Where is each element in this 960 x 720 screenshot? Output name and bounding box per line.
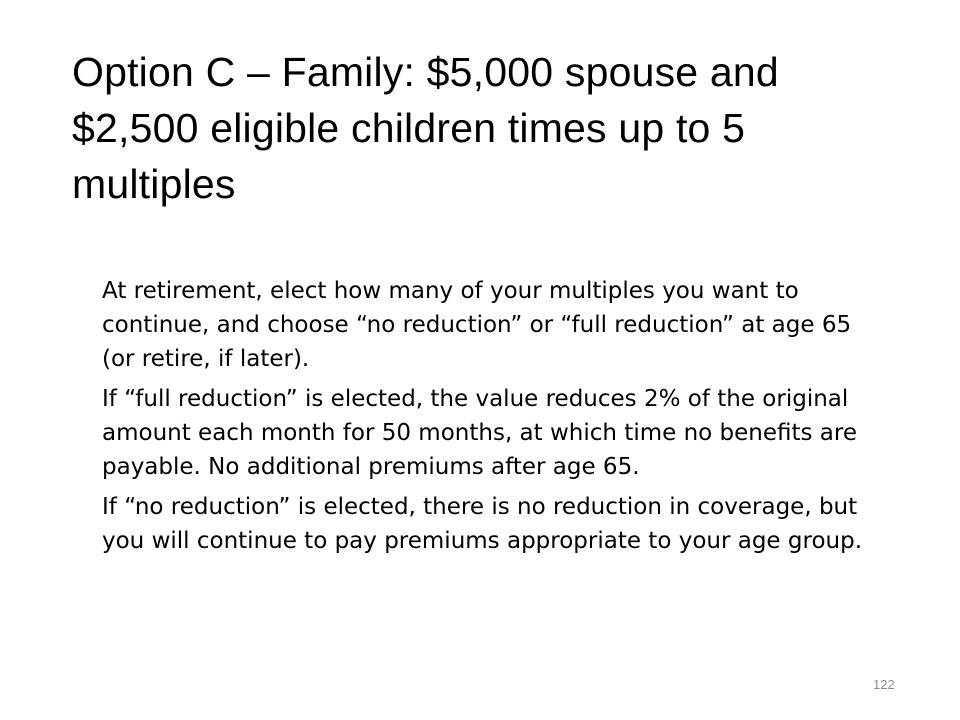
body-paragraph-full-reduction: If “full reduction” is elected, the value reduces 2% of the original amount each month for 50 months, at which time no benefits are payable. No additional premiums after age 65. — [102, 386, 858, 480]
body-paragraph-continue-multiples: At retirement, elect how many of your multiples you want to continue, and choose “no reduction” or “full reduction” at age 65 (or retire, if later). — [102, 278, 852, 372]
slide-title: Option C – Family: $5,000 spouse and $2,500 eligible children times up to 5 multiples — [72, 49, 779, 207]
body-paragraph-no-reduction: If “no reduction” is elected, there is no reduction in coverage, but you will continue to pay premiums appropriate to your age group. — [102, 494, 862, 554]
slide-body — [102, 274, 862, 564]
slide-number: 122 — [873, 677, 895, 692]
